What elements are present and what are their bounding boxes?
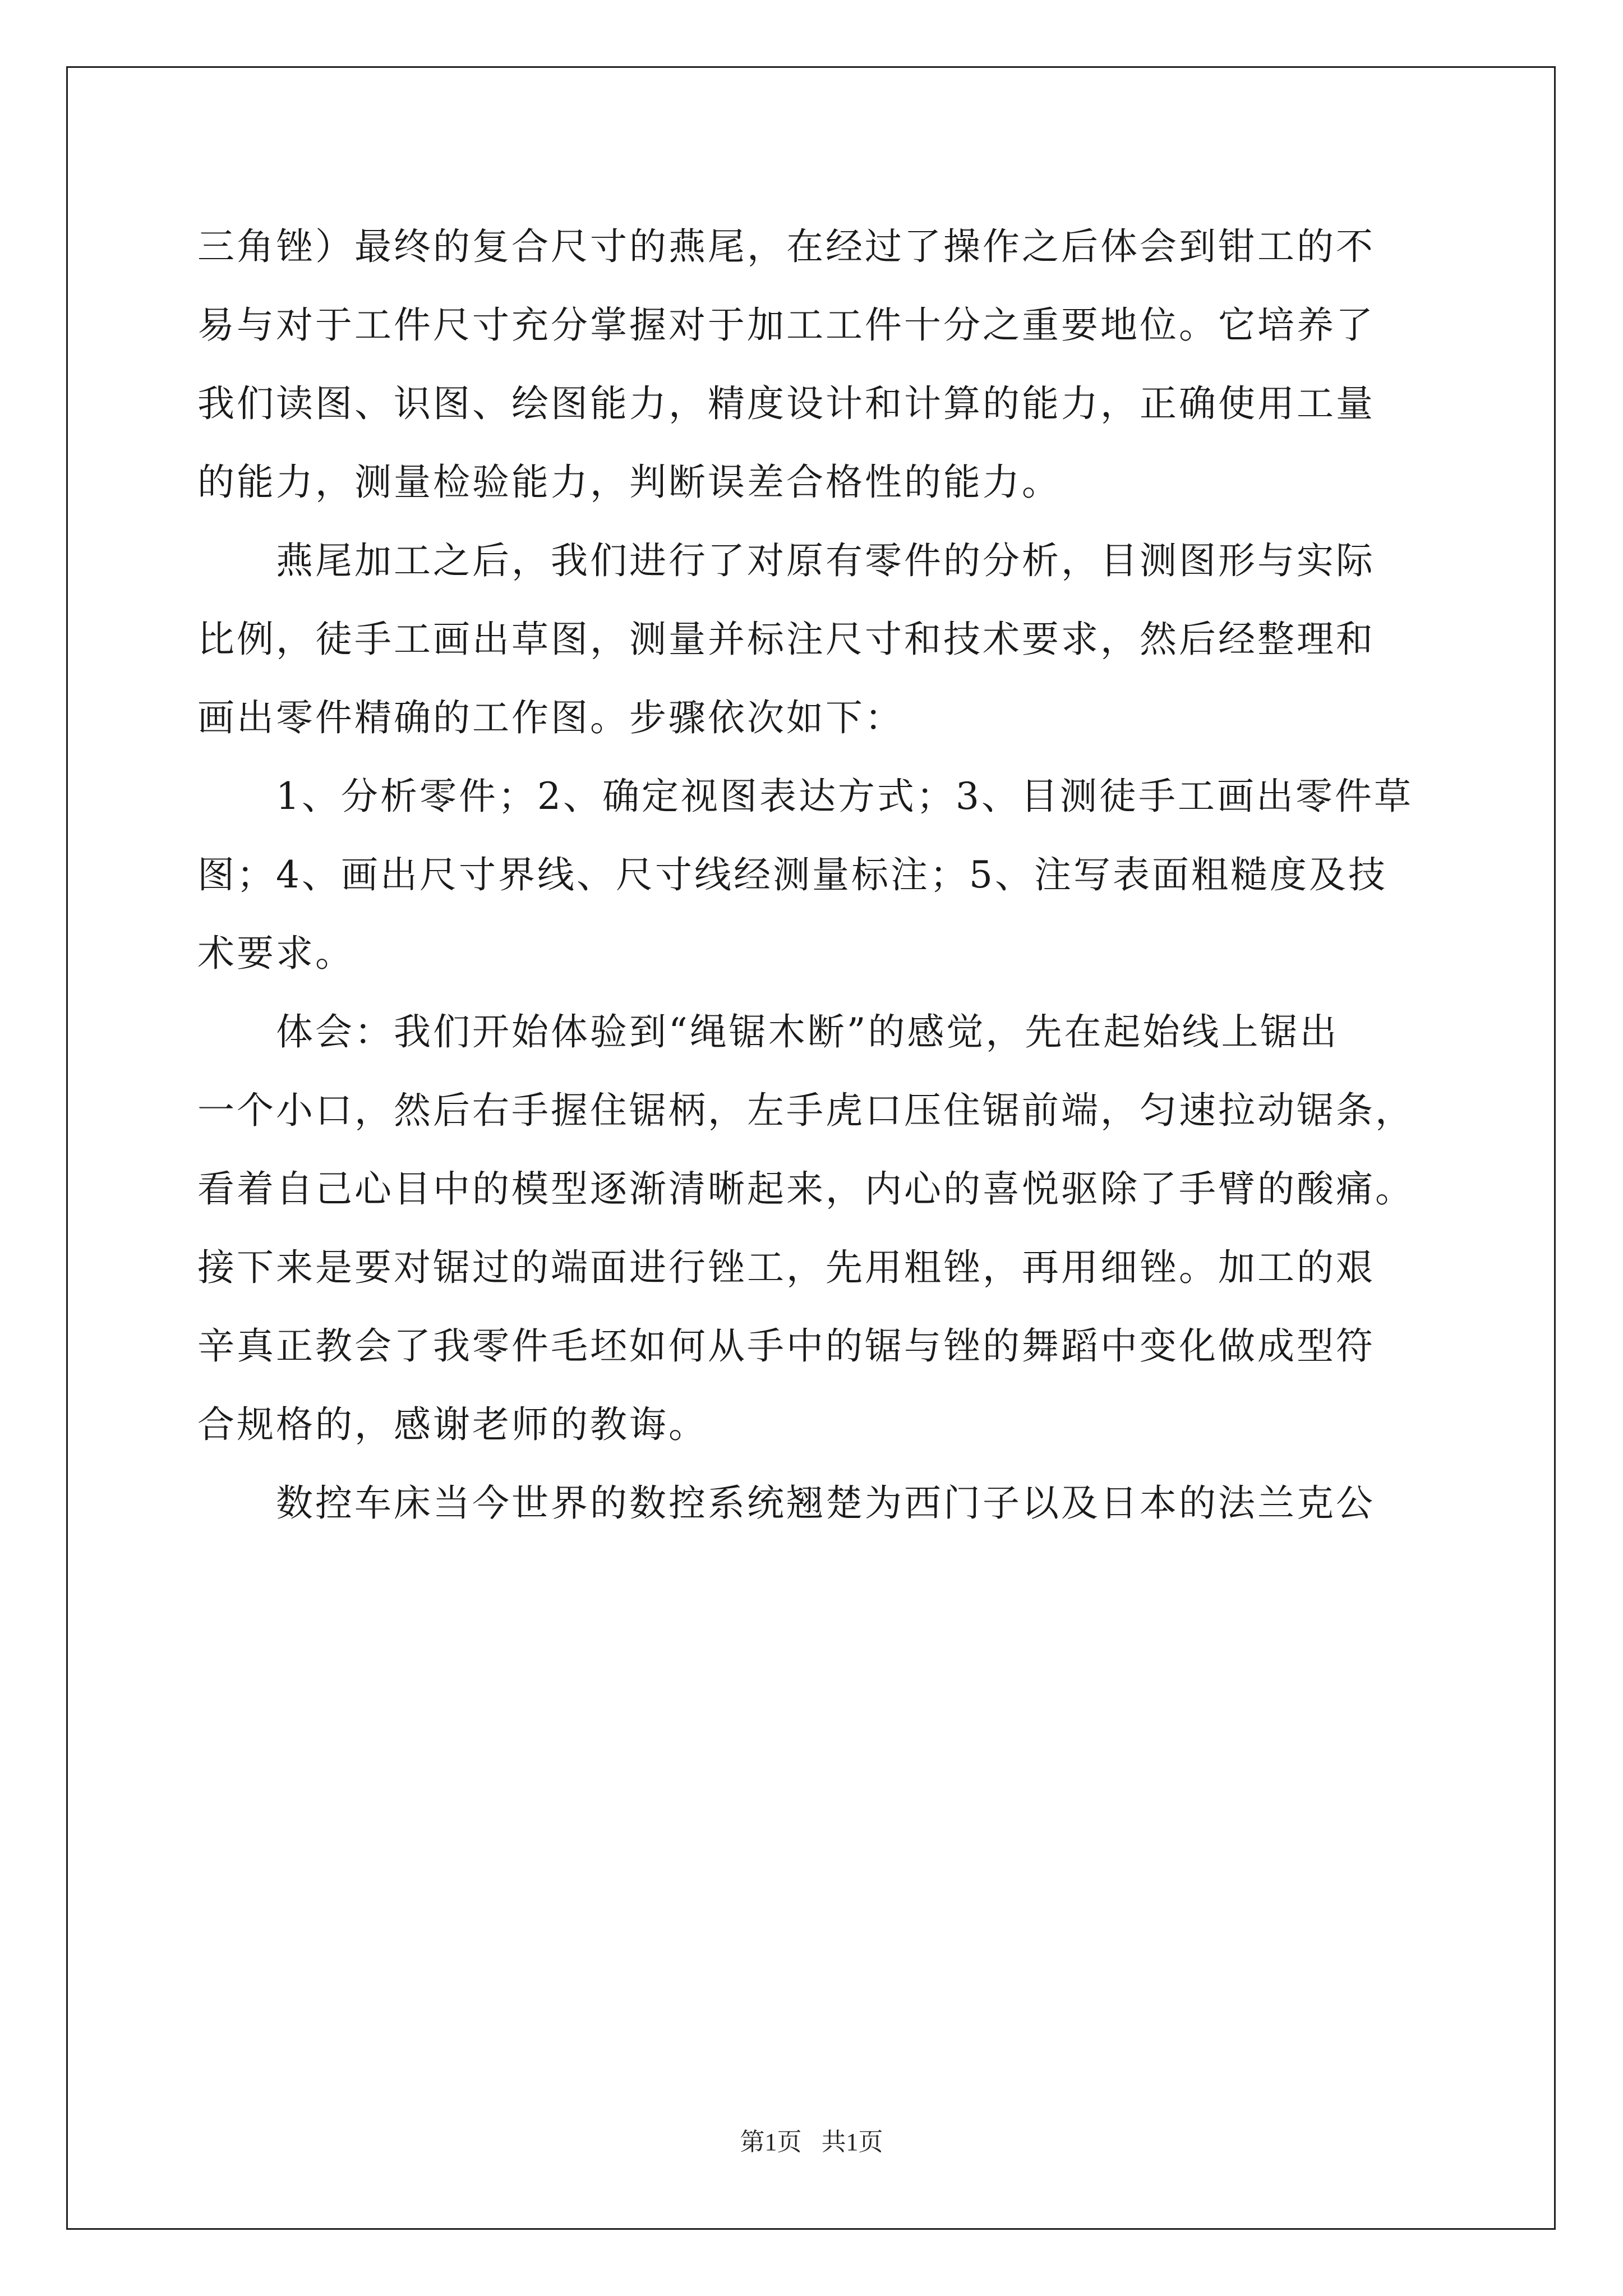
text-line: 画出零件精确的工作图。步骤依次如下： xyxy=(197,696,904,739)
text-line: 看着自己心目中的模型逐渐清晰起来，内心的喜悦驱除了手臂的酸痛。 xyxy=(197,1167,1414,1211)
paragraph-first-line: 1、分析零件；2、确定视图表达方式；3、目测徒手工画出零件草 xyxy=(276,775,1413,818)
text-line: 一个小口，然后右手握住锯柄，左手虎口压住锯前端，匀速拉动锯条， xyxy=(197,1089,1414,1132)
text-line: 辛真正教会了我零件毛坯如何从手中的锯与锉的舞蹈中变化做成型符 xyxy=(197,1324,1375,1368)
text-line: 图；4、画出尺寸界线、尺寸线经测量标注；5、注写表面粗糙度及技 xyxy=(197,853,1387,896)
text-line: 易与对于工件尺寸充分掌握对于加工工件十分之重要地位。它培养了 xyxy=(197,303,1375,347)
page-footer xyxy=(0,2122,1623,2157)
page-number: 第1页 xyxy=(740,2128,802,2156)
page-total: 共1页 xyxy=(821,2128,883,2156)
text-line: 合规格的，感谢老师的教诲。 xyxy=(197,1403,708,1446)
text-line: 比例，徒手工画出草图，测量并标注尺寸和技术要求，然后经整理和 xyxy=(197,618,1375,661)
paragraph-first-line: 燕尾加工之后，我们进行了对原有零件的分析，目测图形与实际 xyxy=(276,539,1375,582)
text-line: 我们读图、识图、绘图能力，精度设计和计算的能力，正确使用工量 xyxy=(197,382,1375,425)
text-line: 三角锉）最终的复合尺寸的燕尾，在经过了操作之后体会到钳工的不 xyxy=(197,225,1375,268)
paragraph-first-line: 体会：我们开始体验到“绳锯木断”的感觉，先在起始线上锯出 xyxy=(276,1010,1339,1053)
text-line: 接下来是要对锯过的端面进行锉工，先用粗锉，再用细锉。加工的艰 xyxy=(197,1246,1375,1289)
text-line: 的能力，测量检验能力，判断误差合格性的能力。 xyxy=(197,461,1061,504)
paragraph-first-line: 数控车床当今世界的数控系统翘楚为西门子以及日本的法兰克公 xyxy=(276,1481,1375,1525)
text-line: 术要求。 xyxy=(197,932,354,975)
